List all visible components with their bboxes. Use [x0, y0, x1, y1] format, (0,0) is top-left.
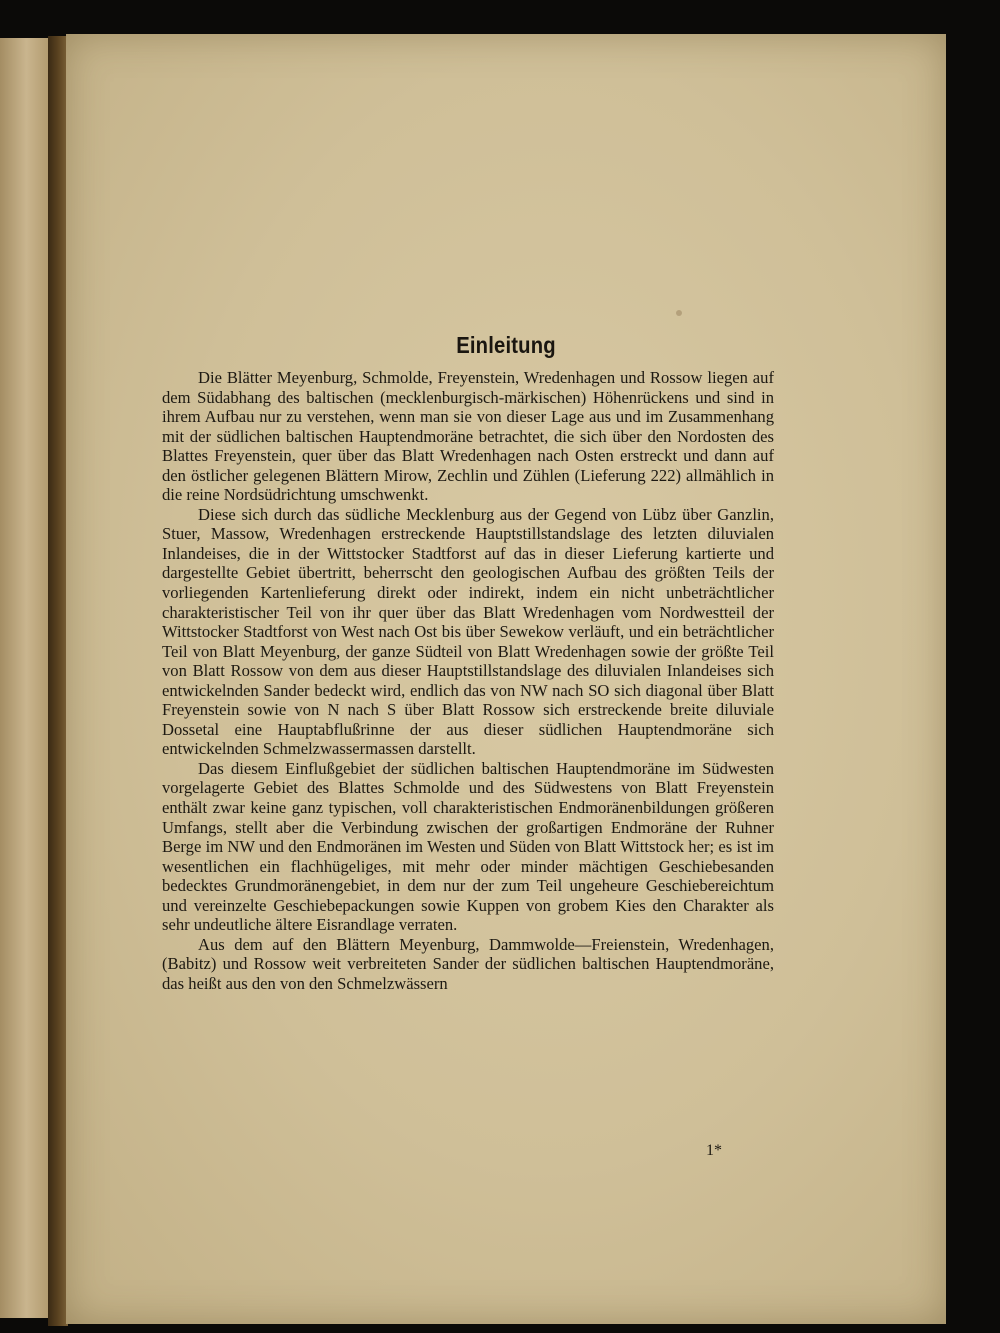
page-title: Einleitung	[456, 332, 556, 358]
book-gutter	[48, 36, 68, 1326]
paragraph: Aus dem auf den Blättern Meyenburg, Dammwolde—Freienstein, Wredenhagen, (Babitz) und Rossow weit verbreiteten Sander der südlichen baltischen Hauptendmoräne, das heißt aus den von den Schmelzwässern	[162, 934, 774, 993]
page-number: 1*	[706, 1142, 722, 1159]
paper-stain	[676, 310, 682, 316]
previous-page-edge	[0, 38, 48, 1318]
body-text	[162, 368, 774, 994]
paragraph: Diese sich durch das südliche Mecklenburg aus der Gegend von Lübz über Ganzlin, Stuer, Massow, Wredenhagen erstreckende Hauptstillstandslage des letzten diluvialen Inlandeises, die in der Wittstocker Stadtforst auf das in dieser Lieferung kartierte und dargestellte Gebiet übertritt, beherrscht den geologischen Aufbau des größten Teils der vorliegenden Kartenlieferung direkt oder indirekt, indem ein nicht unbeträchtlicher charakteristischer Teil von ihr quer über das Blatt Wredenhagen vom Nordwestteil der Wittstocker Stadtforst von West nach Ost bis über Sewekow verläuft, und ein beträchtlicher Teil von Blatt Meyenburg, der ganze Südteil von Blatt Wredenhagen sowie der größte Teil von Blatt Rossow von dem aus dieser Hauptstillstandslage des diluvialen Inlandeises sich entwickelnden Sander bedeckt wird, endlich das von NW nach SO sich diagonal über Blatt Freyenstein sowie von N nach S über Blatt Rossow sich erstreckende breite diluviale Dossetal eine Hauptabflußrinne der aus dieser südlichen Hauptendmoräne sich entwickelnden Schmelzwassermassen darstellt.	[162, 504, 774, 759]
book-page	[66, 34, 946, 1324]
paragraph: Das diesem Einflußgebiet der südlichen baltischen Hauptendmoräne im Südwesten vorgelagerte Gebiet des Blattes Schmolde und des Südwestens von Blatt Freyenstein enthält zwar keine ganz typischen, voll charakteristischen Endmoränenbildungen größeren Umfangs, stellt aber die Verbindung zwischen der großartigen Endmoräne der Ruhner Berge im NW und den Endmoränen im Westen und Süden von Blatt Wittstock her; es ist im wesentlichen ein flachhügeliges, mit mehr oder minder mächtigen Geschiebesanden bedecktes Grundmoränengebiet, in dem nur der zum Teil ungeheure Geschiebereichtum und vereinzelte Geschiebepackungen sowie Kuppen von grobem Kies den Charakter als sehr undeutliche ältere Eisrandlage verraten.	[162, 758, 774, 935]
paragraph: Die Blätter Meyenburg, Schmolde, Freyenstein, Wredenhagen und Rossow liegen auf dem Südabhang des baltischen (mecklenburgisch-märkischen) Höhenrückens und sind in ihrem Aufbau nur zu verstehen, wenn man sie von dieser Lage aus und im Zusammenhang mit der südlichen baltischen Hauptendmoräne betrachtet, die sich über den Nordosten des Blattes Freyenstein, quer über das Blatt Wredenhagen nach Osten erstreckt und dann auf den östlicher gelegenen Blättern Mirow, Zechlin und Zühlen (Lieferung 222) allmählich in die reine Nordsüdrichtung umschwenkt.	[162, 368, 774, 505]
